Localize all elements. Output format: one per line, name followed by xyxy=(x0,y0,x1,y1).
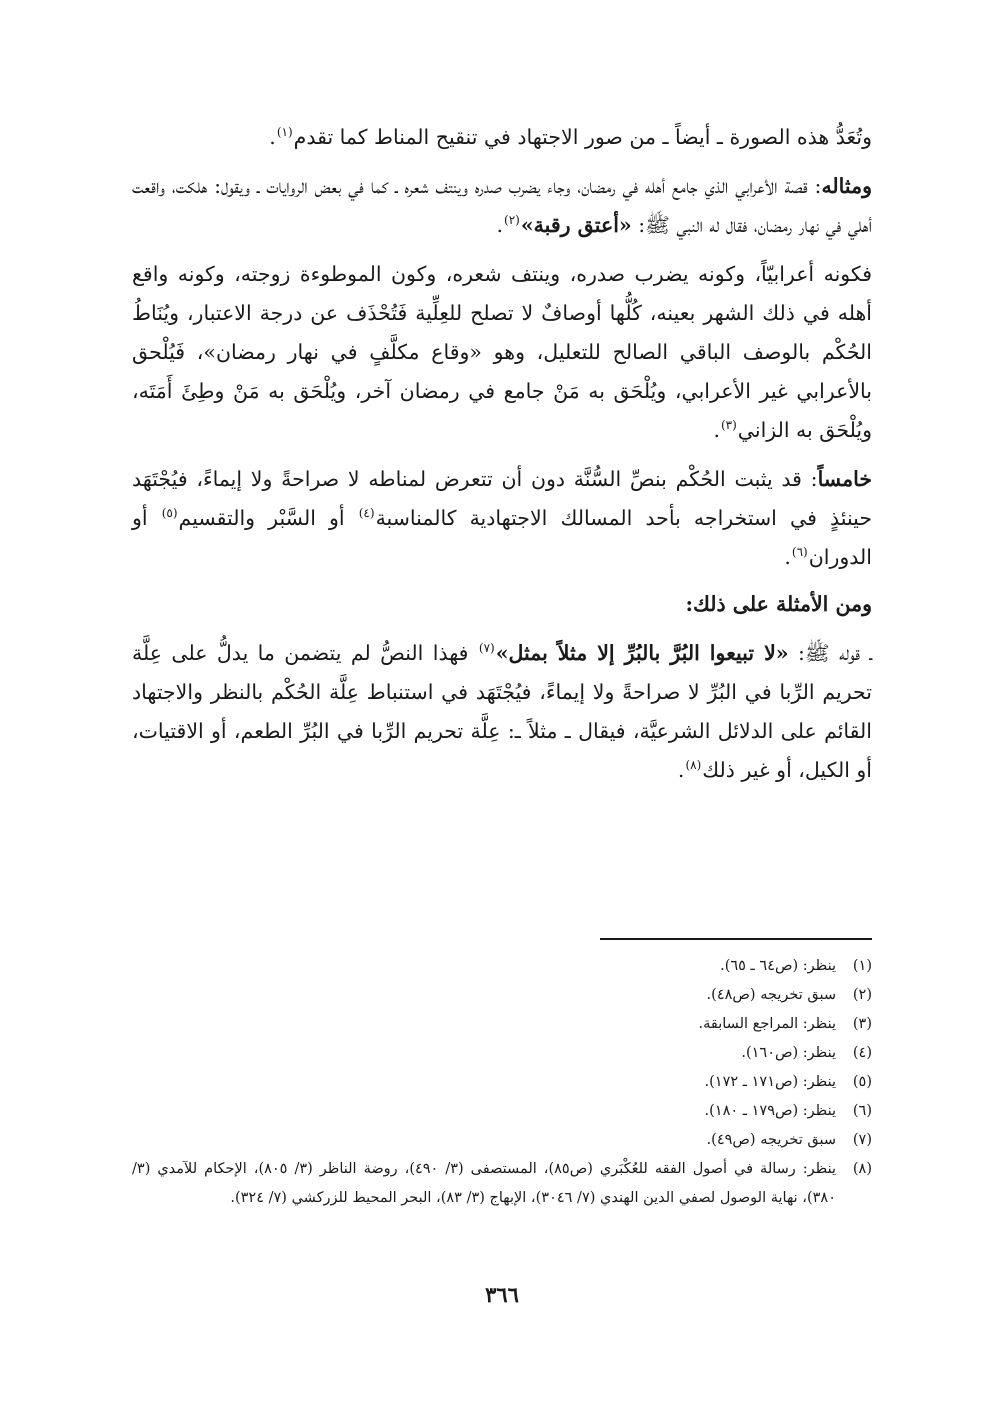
footnote-text: ينظر: رسالة في أصول الفقه للعُكْبَري (ص٨٥)، المستصفى (٣/ ٤٩٠)، روضة الناظر (٣/ ٨٠٥)، الإحكام للآمدي (٣/ ٣٨٠)، نهاية الوصول لصفي الدين الهندي (٧/ ٣٠٤٦)، الإبهاج (٣/ ٨٣)، البحر المحيط للزركشي (٧/ ٣٢٤). xyxy=(132,1161,836,1206)
footnote-text: سبق تخريجه (ص٤٩). xyxy=(706,1132,836,1148)
footnote-item xyxy=(132,1068,872,1097)
text-run: . xyxy=(677,758,685,782)
footnote-text: ينظر: (ص١٧٩ ـ ١٨٠). xyxy=(704,1103,836,1119)
footnote-separator xyxy=(600,938,872,940)
footnote-number: (٣) xyxy=(852,1016,872,1032)
footnote-ref: (٥) xyxy=(161,506,178,521)
main-text xyxy=(132,118,872,800)
paragraph-lead: ومثاله xyxy=(821,174,872,198)
footnote-ref: (٣) xyxy=(720,418,737,433)
text-run: : قصة الأعرابي الذي جامع أهله في رمضان، وجاء يضرب صدره وينتف شعره ـ كما في بعض الروايات ـ ويقول: هلكت، واقعت أهلي في نهار رمضان، فقال له النبي ﷺ: xyxy=(132,174,872,237)
footnote-text: ينظر: (ص١٦٠). xyxy=(741,1045,836,1061)
paragraph-final xyxy=(132,634,872,790)
footnote-text: ينظر: (ص٦٤ ـ ٦٥). xyxy=(720,958,836,974)
text-run: أو السَّبْر والتقسيم xyxy=(178,506,358,530)
hadith-quote: «أعتق رقبة» xyxy=(520,213,632,237)
footnote-number: (٢) xyxy=(852,987,872,1003)
footnote-text: سبق تخريجه (ص٤٨). xyxy=(706,987,836,1003)
footnote-ref: (٦) xyxy=(791,545,808,560)
paragraph-lead: خامساً xyxy=(817,467,872,491)
text-run: أو الدوران xyxy=(132,506,872,569)
footnote-item xyxy=(132,1126,872,1155)
paragraph-1 xyxy=(132,118,872,157)
text-run: . xyxy=(496,213,504,237)
footnote-ref: (٤) xyxy=(358,506,375,521)
text-run: فكونه أعرابيّاً، وكونه يضرب صدره، وينتف شعره، وكون الموطوءة زوجته، وكونه واقع أهله في ذلك الشهر بعينه، كُلُّها أوصافٌ لا تصلح للعِلِّية فَتُحْذَف عن درجة الاعتبار، ويُنَاطُ الحُكْم بالوصف الباقي الصالح للتعليل، وهو «وقاع مكلَّفٍ في نهار رمضان»، فَيُلْحق بالأعرابي غير الأعرابي، ويُلْحَق به مَنْ جامع في رمضان آخر، ويُلْحَق به مَنْ وطِئَ أَمَتَه، ويُلْحَق به الزاني xyxy=(132,262,872,442)
footnote-number: (٦) xyxy=(852,1103,872,1119)
paragraph-example xyxy=(132,167,872,245)
footnote-item xyxy=(132,981,872,1010)
footnotes xyxy=(132,952,872,1213)
footnote-item xyxy=(132,1010,872,1039)
text-run: ـ قوله ﷺ: xyxy=(788,641,873,665)
paragraph-3 xyxy=(132,255,872,450)
footnote-ref: (٢) xyxy=(504,213,520,228)
footnote-item xyxy=(132,1039,872,1068)
footnote-number: (٧) xyxy=(852,1132,872,1148)
footnote-item xyxy=(132,1097,872,1126)
paragraph-fifth xyxy=(132,460,872,577)
text-run: وتُعَدُّ هذه الصورة ـ أيضاً ـ من صور الاجتهاد في تنقيح المناط كما تقدم xyxy=(293,125,872,149)
footnote-ref: (٨) xyxy=(685,758,702,773)
section-heading: ومن الأمثلة على ذلك: xyxy=(685,592,872,616)
text-run: فهذا النصُّ لم يتضمن ما يدلُّ على عِلَّة تحريم الرِّبا في البُرِّ لا صراحةً ولا إيماءً، فيُجْتَهَد في استنباط عِلَّة الحُكْم بالنظر والاجتهاد القائم على الدلائل الشرعيَّة، فيقال ـ مثلاً ـ: عِلَّة تحريم الرِّبا في البُرِّ الطعم، أو الاقتيات، أو الكيل، أو غير ذلك xyxy=(132,641,872,782)
footnote-item xyxy=(132,1155,872,1213)
footnote-number: (١) xyxy=(852,958,872,974)
hadith-quote: «لا تبيعوا البُرَّ بالبُرِّ إلا مثلاً بمثل» xyxy=(495,641,789,665)
text-run: . xyxy=(784,545,791,569)
footnote-item xyxy=(132,952,872,981)
page-number: ٣٦٦ xyxy=(485,1282,519,1307)
text-run: : قد يثبت الحُكْم بنصِّ السُّنَّة دون أن تتعرض لمناطه لا صراحةً ولا إيماءً، فيُجْتَهَد حينئذٍ في استخراجه بأحد المسالك الاجتهادية كالمناسبة xyxy=(132,467,872,530)
footnote-number: (٤) xyxy=(852,1045,872,1061)
footnote-number: (٨) xyxy=(852,1161,872,1177)
text-run: . xyxy=(269,125,276,149)
text-run: . xyxy=(713,418,720,442)
footnote-text: ينظر: المراجع السابقة. xyxy=(698,1016,836,1032)
footnote-ref: (٧) xyxy=(478,641,495,656)
footnote-text: ينظر: (ص١٧١ ـ ١٧٢). xyxy=(704,1074,836,1090)
footnote-number: (٥) xyxy=(852,1074,872,1090)
footnote-ref: (١) xyxy=(276,125,293,140)
